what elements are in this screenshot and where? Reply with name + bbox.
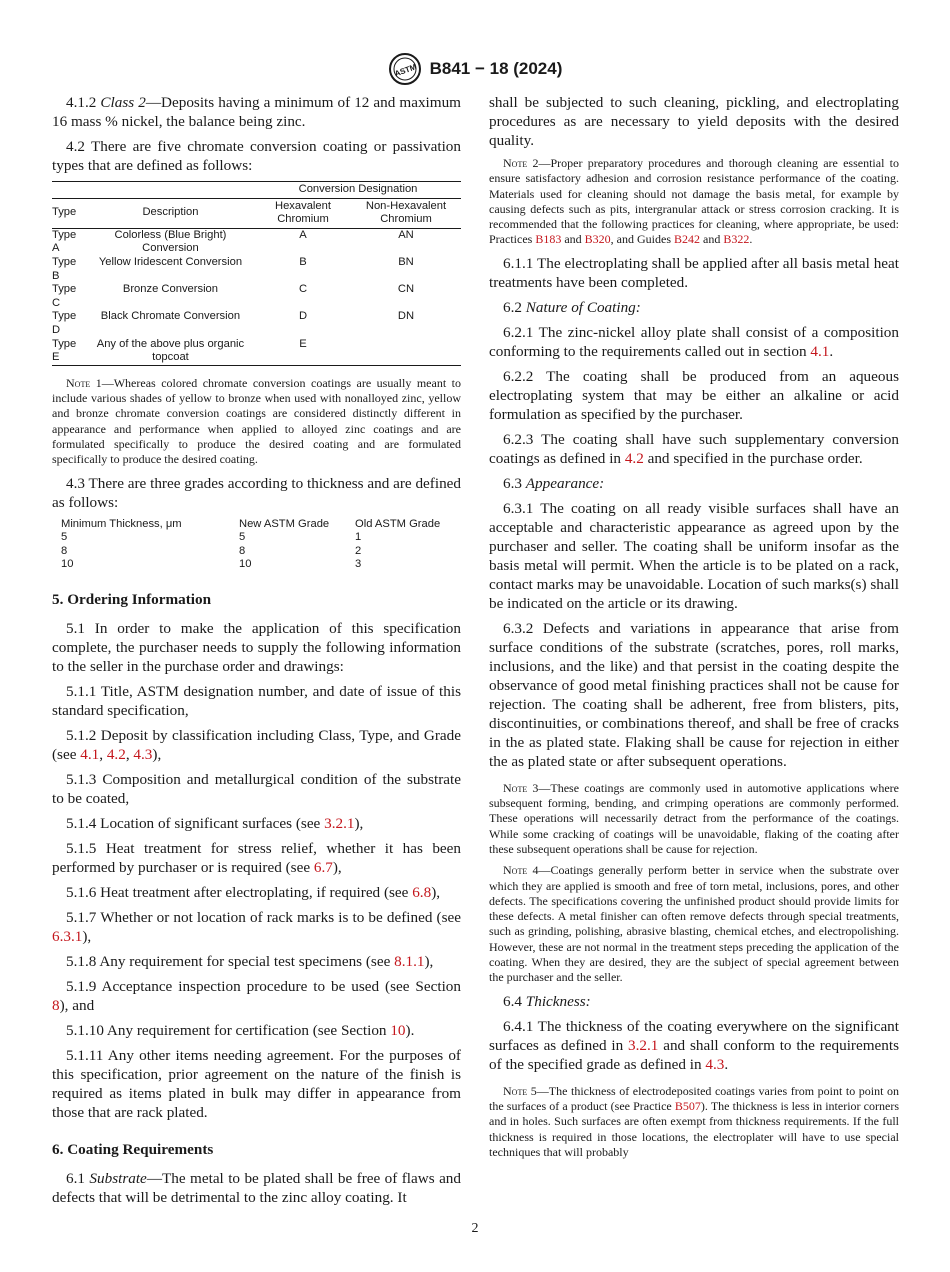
paragraph-5-1-4: 5.1.4 Location of significant surfaces (see 3.2.1), [66,814,364,832]
paragraph-6-3: 6.3 Appearance: [503,474,605,492]
thickness-grades-table [52,518,461,572]
paragraph-4-2: 4.2 There are five chromate conversion coating or passivation types that are defined as follows: [52,138,461,174]
paragraph-5-1-11: 5.1.11 Any other items needing agreement. For the purposes of this specification, prior agreement on the nature of the finish is required as items plated in bulk may differ in appearance from those that are rack plated. [52,1046,461,1121]
paragraph-6-3-2: 6.3.2 Defects and variations in appearance that arise from surface conditions of the substrate (scratches, pores, roll marks, inclusions, and the like) and that persist in the coating despite the observance of good metal finishing practices shall not be cause for rejection. The coating shall be adherent, free from blisters, pits, discontinuities, or combinations thereof, and shall be free of cracks in the as plated state. Flaking shall be cause for rejection in either the as plated state or after subsequent operations. [489,619,899,770]
paragraph-6-3-1: 6.3.1 The coating on all ready visible surfaces shall have an acceptable and characteristic appearance as agreed upon by the purchaser and seller. The coating shall be uniform insofar as the basis metal will permit. When the article is to be plated on a rack, contact marks may be unavoidable. Location of such marks(s) shall be indicated on the article or its drawing. [489,499,899,612]
table-row: Type E Any of the above plus organic topcoat E [52,338,461,366]
right-column [489,93,899,1166]
link-4-1[interactable]: 4.1 [80,745,100,763]
link-6-3-1[interactable]: 6.3.1 [52,927,83,945]
table-row: 8 8 2 [61,544,362,557]
note-5: Note 5—The thickness of electrodeposited coatings varies from point to point on the surfaces of a product (see Practice B507). The thickness is less in interior corners and in holes. Such surfaces are often exempt from thickness requirements. If the full thickness is required in those locations, the electroplater will have to use special techniques that will probably [489,1083,899,1159]
paragraph-5-1: 5.1 In order to make the application of this specification complete, the purchaser needs to supply the following information to the seller in the purchase order and drawings: [52,619,461,675]
paragraph-5-1-1: 5.1.1 Title, ASTM designation number, and date of issue of this standard specification, [52,682,461,719]
conversion-types-table [52,181,461,366]
left-column [52,93,461,1213]
page-number: 2 [471,1221,479,1236]
table-row: Type C Bronze Conversion C CN [52,283,415,309]
table-row: 10 10 3 [61,558,362,571]
link-4-2[interactable]: 4.2 [624,449,644,467]
paragraph-5-1-2: 5.1.2 Deposit by classification including Class, Type, and Grade (see 4.1, 4.2, 4.3), [52,726,461,763]
table-header: Type [52,198,86,228]
note-3: Note 3—These coatings are commonly used in automotive applications where subsequent forming, bending, and crimping operations are commonly performed. These operations will necessarily detract from the performance of the coatings. While some cracking of coatings will be unavoidable, flaking of the coating after these subsequent operations shall be cause for rejection. [489,780,899,856]
link-section-8[interactable]: 8 [52,996,60,1014]
svg-text:ASTM: ASTM [392,62,418,79]
link-b507[interactable]: B507 [674,1098,701,1113]
link-3-2-1[interactable]: 3.2.1 [628,1036,659,1054]
link-b183[interactable]: B183 [535,232,562,247]
astm-logo-icon [388,52,422,86]
note-1: Note 1—Whereas colored chromate conversion coatings are usually meant to include various shades of yellow to bronze when used with nonalloyed zinc, yellow and bronze chromate conversion coatings are considered distinctly different in appearance and performance when applied to alloyed zinc coatings and are formulated specifically to produce the desired coating and are formulated specifically to produce the desired coating. [52,375,461,467]
table-row: 5 5 1 [61,531,362,544]
paragraph-4-1-2: 4.1.2 Class 2—Deposits having a minimum of 12 and maximum 16 mass % nickel, the balance being zinc. [52,94,461,130]
paragraph-5-1-7: 5.1.7 Whether or not location of rack marks is to be defined (see 6.3.1), [52,908,461,945]
link-3-2-1[interactable]: 3.2.1 [324,814,355,832]
paragraph-6-1-1: 6.1.1 The electroplating shall be applied after all basis metal heat treatments have been completed. [489,254,899,291]
link-section-10[interactable]: 10 [390,1021,406,1039]
paragraph-6-2-2: 6.2.2 The coating shall be produced from an aqueous electroplating system that may be either an alkaline or acid formulation as specified by the purchaser. [489,367,899,423]
note-2: Note 2—Proper preparatory procedures and thorough cleaning are essential to ensure satisfactory adhesion and corrosion resistance performance of the coating. Materials used for cleaning should not damage the basis metal, for example by causing defects such as pits, intergranular attack or stress corrosion cracking. It is recommended that the following practices for cleaning, where appropriate, be used: Practices B183 and B320, and Guides B242 and B322. [489,156,899,247]
document-designation: B841 − 18 (2024) [429,59,563,78]
table-row: Type A Colorless (Blue Bright) Conversion A AN [52,228,414,255]
link-6-7[interactable]: 6.7 [313,858,333,876]
link-4-2[interactable]: 4.2 [106,745,126,763]
table-header: Old ASTM Grade [355,517,441,530]
table-row: Type B Yellow Iridescent Conversion B BN [52,255,414,282]
table-header: Hexavalent Chromium [255,198,351,228]
link-b242[interactable]: B242 [674,232,701,247]
paragraph-4-3: 4.3 There are three grades according to thickness and are defined as follows: [52,474,461,511]
table-header: New ASTM Grade [239,517,330,530]
link-b322[interactable]: B322 [723,232,750,247]
link-6-8[interactable]: 6.8 [412,883,432,901]
paragraph-5-1-8: 5.1.8 Any requirement for special test specimens (see 8.1.1), [66,952,434,970]
paragraph-6-2: 6.2 Nature of Coating: [503,298,641,316]
page-header [0,52,950,86]
table-header: Non-Hexavalent Chromium [351,198,461,228]
paragraph-6-1-continued: shall be subjected to such cleaning, pickling, and electroplating procedures as are necessary to yield deposits with the desired quality. [489,94,899,149]
table-header: Description [86,198,255,228]
section-5-heading: 5. Ordering Information [52,590,212,608]
paragraph-6-4-1: 6.4.1 The thickness of the coating everywhere on the significant surfaces as defined in 3.2.1 and shall conform to the requirements of the specified grade as defined in 4.3. [489,1017,899,1073]
paragraph-5-1-3: 5.1.3 Composition and metallurgical condition of the substrate to be coated, [52,770,461,807]
section-6-heading: 6. Coating Requirements [52,1140,214,1158]
paragraph-5-1-6: 5.1.6 Heat treatment after electroplating, if required (see 6.8), [66,883,441,901]
paragraph-5-1-9: 5.1.9 Acceptance inspection procedure to be used (see Section 8), and [52,977,461,1014]
link-4-3[interactable]: 4.3 [705,1055,725,1073]
link-8-1-1[interactable]: 8.1.1 [394,952,425,970]
table-header: Minimum Thickness, μm [61,517,182,530]
link-4-1[interactable]: 4.1 [810,342,830,360]
paragraph-5-1-10: 5.1.10 Any requirement for certification (see Section 10). [66,1021,415,1039]
table-group-header: Conversion Designation [255,182,461,199]
paragraph-5-1-5: 5.1.5 Heat treatment for stress relief, whether it has been performed by purchaser or is required (see 6.7), [52,839,461,876]
paragraph-6-2-1: 6.2.1 The zinc-nickel alloy plate shall consist of a composition conforming to the requirements called out in section 4.1. [489,323,899,360]
link-4-3[interactable]: 4.3 [133,745,153,763]
table-row: Type D Black Chromate Conversion D DN [52,310,415,336]
paragraph-6-1: 6.1 Substrate—The metal to be plated shall be free of flaws and defects that will be detrimental to the zinc alloy coating. It [52,1169,461,1206]
paragraph-6-4: 6.4 Thickness: [503,992,591,1010]
link-b320[interactable]: B320 [584,232,611,247]
note-4: Note 4—Coatings generally perform better in service when the substrate over which they are applied is smooth and free of torn metal, inclusions, pores, and other defects. The specifications covering the unfinished product should provide limits for these defects. A metal finisher can often remove defects through special treatments, such as grinding, polishing, abrasive blasting, chemical etches, and electropolishing. However, these are not normal in the treatment steps preceding the application of the coating. When they are desired, they are the subject of special agreement between the purchaser and the seller. [489,863,900,985]
paragraph-6-2-3: 6.2.3 The coating shall have such supplementary conversion coatings as defined in 4.2 and specified in the purchase order. [489,430,899,467]
